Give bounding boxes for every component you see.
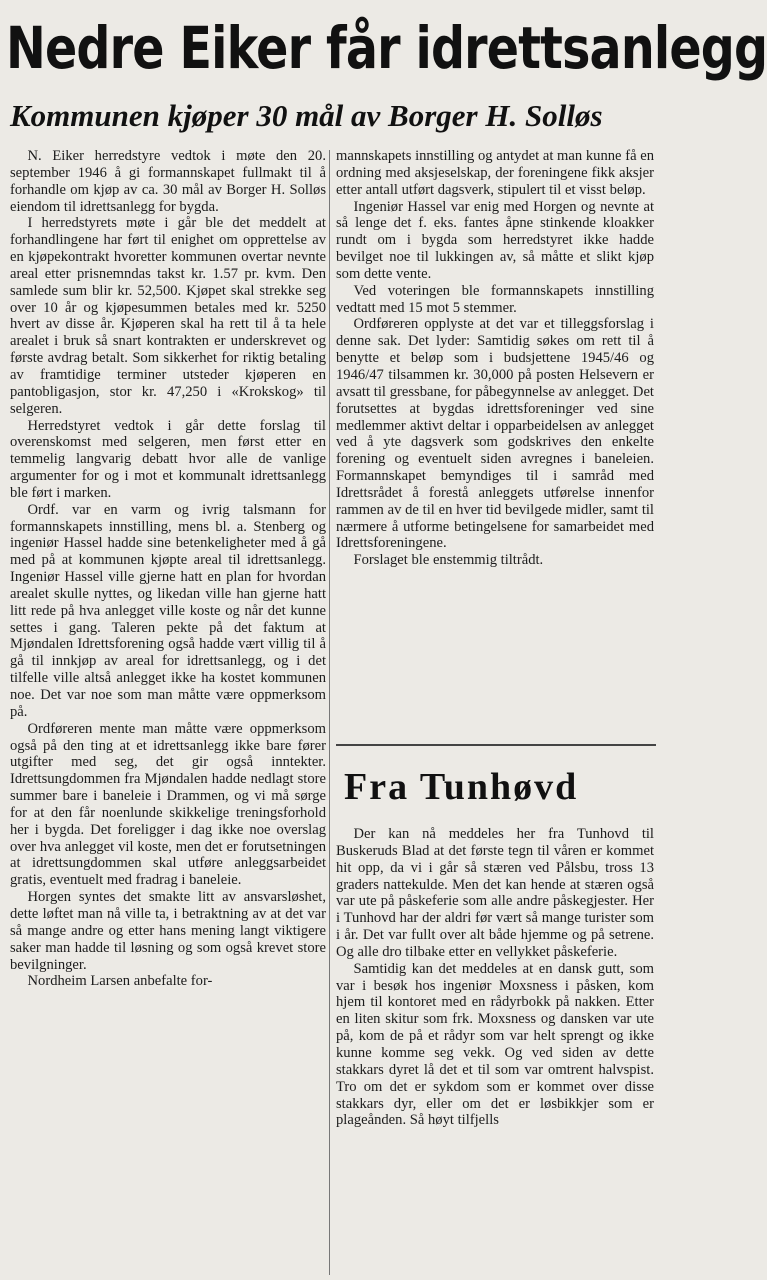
paragraph: Herredstyret vedtok i går dette forslag til overenskomst med selgeren, men først etter en temmelig langvarig debatt hvor alle de vanlige argumenter for og i mot et kommunalt idrettsanlegg ble ført i marken. — [10, 417, 326, 501]
column-divider — [329, 150, 330, 1275]
paragraph: Der kan nå meddeles her fra Tunhovd til Buskeruds Blad at det første tegn til våren er kommet hit opp, da vi i går så stæren ved Pålsbu, tross 13 graders nattekulde. Men det kan hende at stæren også var ute på påskeferie som alle andre påskegjester. Her i Tunhovd har der aldri før vært så mange turister som i år. Det var fullt over alt både hjemme og på setrene. Og alle dro tilbake etter en vellykket påskeferie. — [336, 826, 654, 960]
section-title: Fra Tunhøvd — [344, 766, 579, 808]
paragraph: Ordføreren mente man måtte være oppmerksom også på den ting at et idrettsanlegg ikke bare fører utgifter med seg, det gir også inntekter. Idrettsungdommen fra Mjøndalen hadde nedlagt store summer bare i baneleie i Drammen, og vi må sørge for at den får noenlunde skikkelige treningsforhold her i bygda. Det foreligger i dag ikke noe overslag over hva anlegget vil koste, men det er forutsetningen at idrettsungdommen skal utføre anleggsarbeidet gratis, eventuelt med fradrag i baneleie. — [10, 720, 326, 889]
paragraph: Ordføreren opplyste at det var et tilleggsforslag i denne sak. Det lyder: Samtidig søkes om rett til å benytte et beløp som i budsjettene 1945/46 og 1946/47 tilsammen kr. 30,000 på posten Helsevern er avsatt til gressbane, for påbegynnelse av anlegget. Det forutsettes at bygdas idrettsforeninger ved sine medlemmer aktivt deltar i opparbeidelsen av anlegget ved å yte dagsverk som godskrives den enkelte forening og eventuelt siden avregnes i baneleien. Formannskapet bemyndiges til i samråd med Idrettsrådet å forestå anleggets utførelse innenfor rammen av de til en hver tid bevilgede midler, samt til nærmere å utforme betingelsene for samarbeidet med Idrettsforeningene. — [336, 316, 654, 552]
paragraph: Ved voteringen ble formannskapets innstilling vedtatt med 15 mot 5 stemmer. — [336, 282, 654, 316]
paragraph: Nordheim Larsen anbefalte for- — [27, 973, 213, 990]
paragraph: I herredstyrets møte i går ble det meddelt at forhandlingene har ført til enighet om opprettelse av en kjøpekontrakt hvoretter kommunen overtar nevnte areal etter prisnemndas takst kr. 1.57 pr. kvm. Den samlede sum blir kr. 52,500. Kjøpet skal strekke seg over 10 år og kjøpesummen betales med kr. 5250 hvert av disse år. Kjøperen skal ha rett til å ta hele arealet i bruk så snart kontrakten er underskrevet og første avdrag betalt. Som sikkerhet for riktig betaling av framtidige terminer utsteder kjøperen en pantobligasjon, stor kr. 47,250 i «Krokskog» til selgeren. — [10, 215, 326, 417]
subheadline: Kommunen kjøper 30 mål av Borger H. Solløs — [10, 98, 603, 133]
paragraph: Samtidig kan det meddeles at en dansk gutt, som var i besøk hos ingeniør Moxsness i påsken, kom hjem til kontoret med en rådyrbokk på nakken. Etter en liten skitur som frk. Moxsness og dansken var ute på, kom de på et rådyr som var helt sprengt og ikke kunne komme seg vekk. Og ved siden av dette stakkars dyret lå det et til som var omtrent halvspist. Tro om det er sykdom som er kommet over disse stakkars dyr, eller om det er løsbikkjer som er plageånden. Så høyt tilfjells — [336, 960, 654, 1129]
paragraph: Forslaget ble enstemmig tiltrådt. — [353, 552, 544, 569]
paragraph: N. Eiker herredstyre vedtok i møte den 20. september 1946 å gi formannskapet fullmakt til å forhandle om kjøp av ca. 30 mål av Borger H. Solløs eiendom til idrettsanlegg for bygda. — [10, 148, 326, 215]
paragraph: Ingeniør Hassel var enig med Horgen og nevnte at så lenge det f. eks. fantes åpne stinkende kloakker rundt om i bygda som herredstyret ikke hadde bevilget noe til lukkingen av, så måtte et slikt kjøp som dette vente. — [336, 198, 654, 282]
section-divider — [336, 744, 656, 746]
paragraph: Ordf. var en varm og ivrig talsmann for formannskapets innstilling, mens bl. a. Stenberg og ingeniør Hassel hadde sine betenkeligheter med å gå med på at kommunen kjøpte areal til idrettsanlegg. Ingeniør Hassel ville gjerne hatt en plan for hvordan arealet skulle nyttes, og likedan ville han gjerne hatt litt rede på hva anlegget ville koste og når det kunne settes i gang. Taleren pekte på det faktum at Mjøndalen Idrettsforening også hadde vært villig til å gå til innkjøp av areal for idrettsanlegg, og i det tilfelle ville altså anlegget ikke ha kostet kommunen noe. Det var noe som man måtte være oppmerksom på. — [10, 501, 326, 720]
headline: Nedre Eiker får idrettsanlegg — [6, 14, 767, 82]
article-column-right — [336, 148, 654, 569]
paragraph: mannskapets innstilling og antydet at man kunne få en ordning med aksjeselskap, der foreningene fikk aksjer etter antall utført dagsverk, stipulert til et visst beløp. — [336, 148, 654, 198]
article-column-left — [10, 148, 326, 990]
section2-column — [336, 826, 654, 1129]
paragraph: Horgen syntes det smakte litt av ansvarsløshet, dette løftet man nå ville ta, i betraktning av at det var så mange andre og etter hans mening langt viktigere saker man hadde til løsning og som også krevet store bevilgninger. — [10, 889, 326, 973]
